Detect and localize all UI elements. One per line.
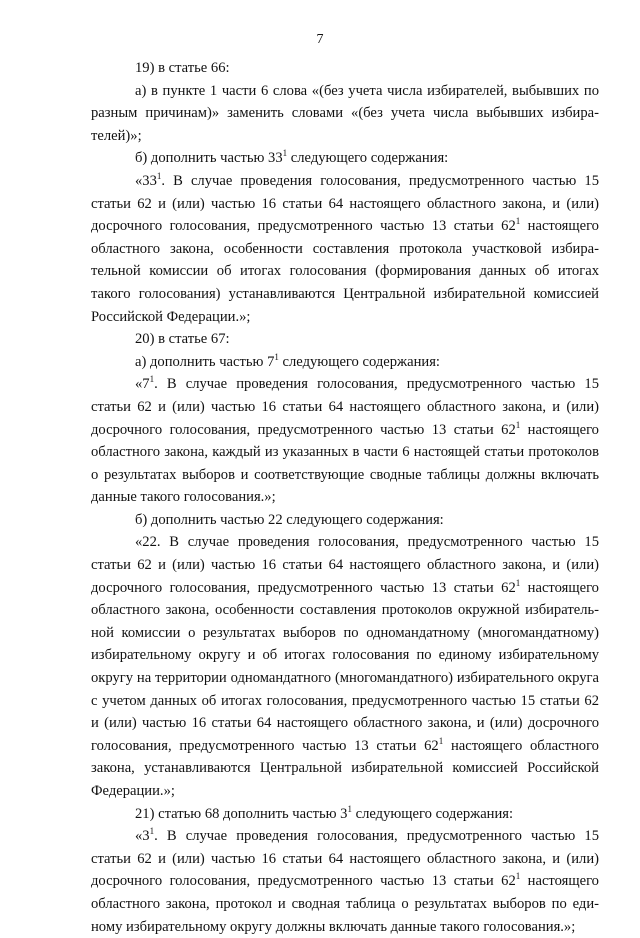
paragraph-8: б) дополнить частью 22 следующего содержания: xyxy=(135,511,444,528)
page-number: 7 xyxy=(316,32,324,47)
paragraph-4: «$33^1$. В случае проведения голосования, предусмотренного частью 15 статьи 62 и (или) частью 16 статьи 64 настоящего областного закона, и (или) досрочного голосования, предусмотренного частью 13 статьи $62^1$ настоящего областного закона, особенности составления протокола участковой избира-тельной комиссии об итогах голосования (формирования данных об итогах такого голосования) устанавливаются Центральной избирательной комиссией Российской Федерации.»; xyxy=(91,170,599,325)
paragraph-1: 19) в статье 66: xyxy=(135,60,230,76)
document-body xyxy=(91,57,599,938)
paragraph-9: «22. В случае проведения голосования, предусмотренного частью 15 статьи 62 и (или) частью 16 статьи 64 настоящего областного закона, и (или) досрочного голосования, предусмотренного частью 13 статьи $62^1$ настоящего областного закона, особенности составления протоколов окружной избиратель-ной комиссии о результатах выборов по одномандатному (многомандатному) избирательному округу и об итогах голосования по единому избирательному округу на территории одномандатного (многомандатного) избирательного округа с учетом данных об итогах голосования, предусмотренного частью 15 статьи 62 и (или) частью 16 статьи 64 настоящего областного закона, и (или) досрочного голосования, предусмотренного частью 13 статьи $62^1$ настоящего областного закона, устанавливаются Центральной избирательной комиссией Российской Федерации.»; xyxy=(91,534,599,799)
paragraph-5: 20) в статье 67: xyxy=(135,331,230,348)
paragraph-6: а) дополнить частью $7^1$ следующего содержания: xyxy=(135,351,440,370)
paragraph-3: б) дополнить частью $33^1$ следующего содержания: xyxy=(135,148,449,167)
paragraph-10: 21) статью 68 дополнить частью $3^1$ следующего содержания: xyxy=(135,803,514,822)
paragraph-2: а) в пункте 1 части 6 слова «(без учета числа избирателей, выбывших по разным причинам)» заменить словами «(без учета числа выбывших избира-телей)»; xyxy=(91,82,599,144)
paragraph-7: «$7^1$. В случае проведения голосования, предусмотренного частью 15 статьи 62 и (или) частью 16 статьи 64 настоящего областного закона, и (или) досрочного голосования, предусмотренного частью 13 статьи $62^1$ настоящего областного закона, каждый из указанных в части 6 настоящей статьи протоколов о результатах выборов и соответствующие сводные таблицы должны включать данные такого голосования.»; xyxy=(91,374,599,506)
paragraph-11: «$3^1$. В случае проведения голосования, предусмотренного частью 15 статьи 62 и (или) частью 16 статьи 64 настоящего областного закона, и (или) досрочного голосования, предусмотренного частью 13 статьи $62^1$ настоящего областного закона, протокол и сводная таблица о результатах выборов по еди-ному избирательному округу должны включать данные такого голосования.»; xyxy=(91,826,599,935)
